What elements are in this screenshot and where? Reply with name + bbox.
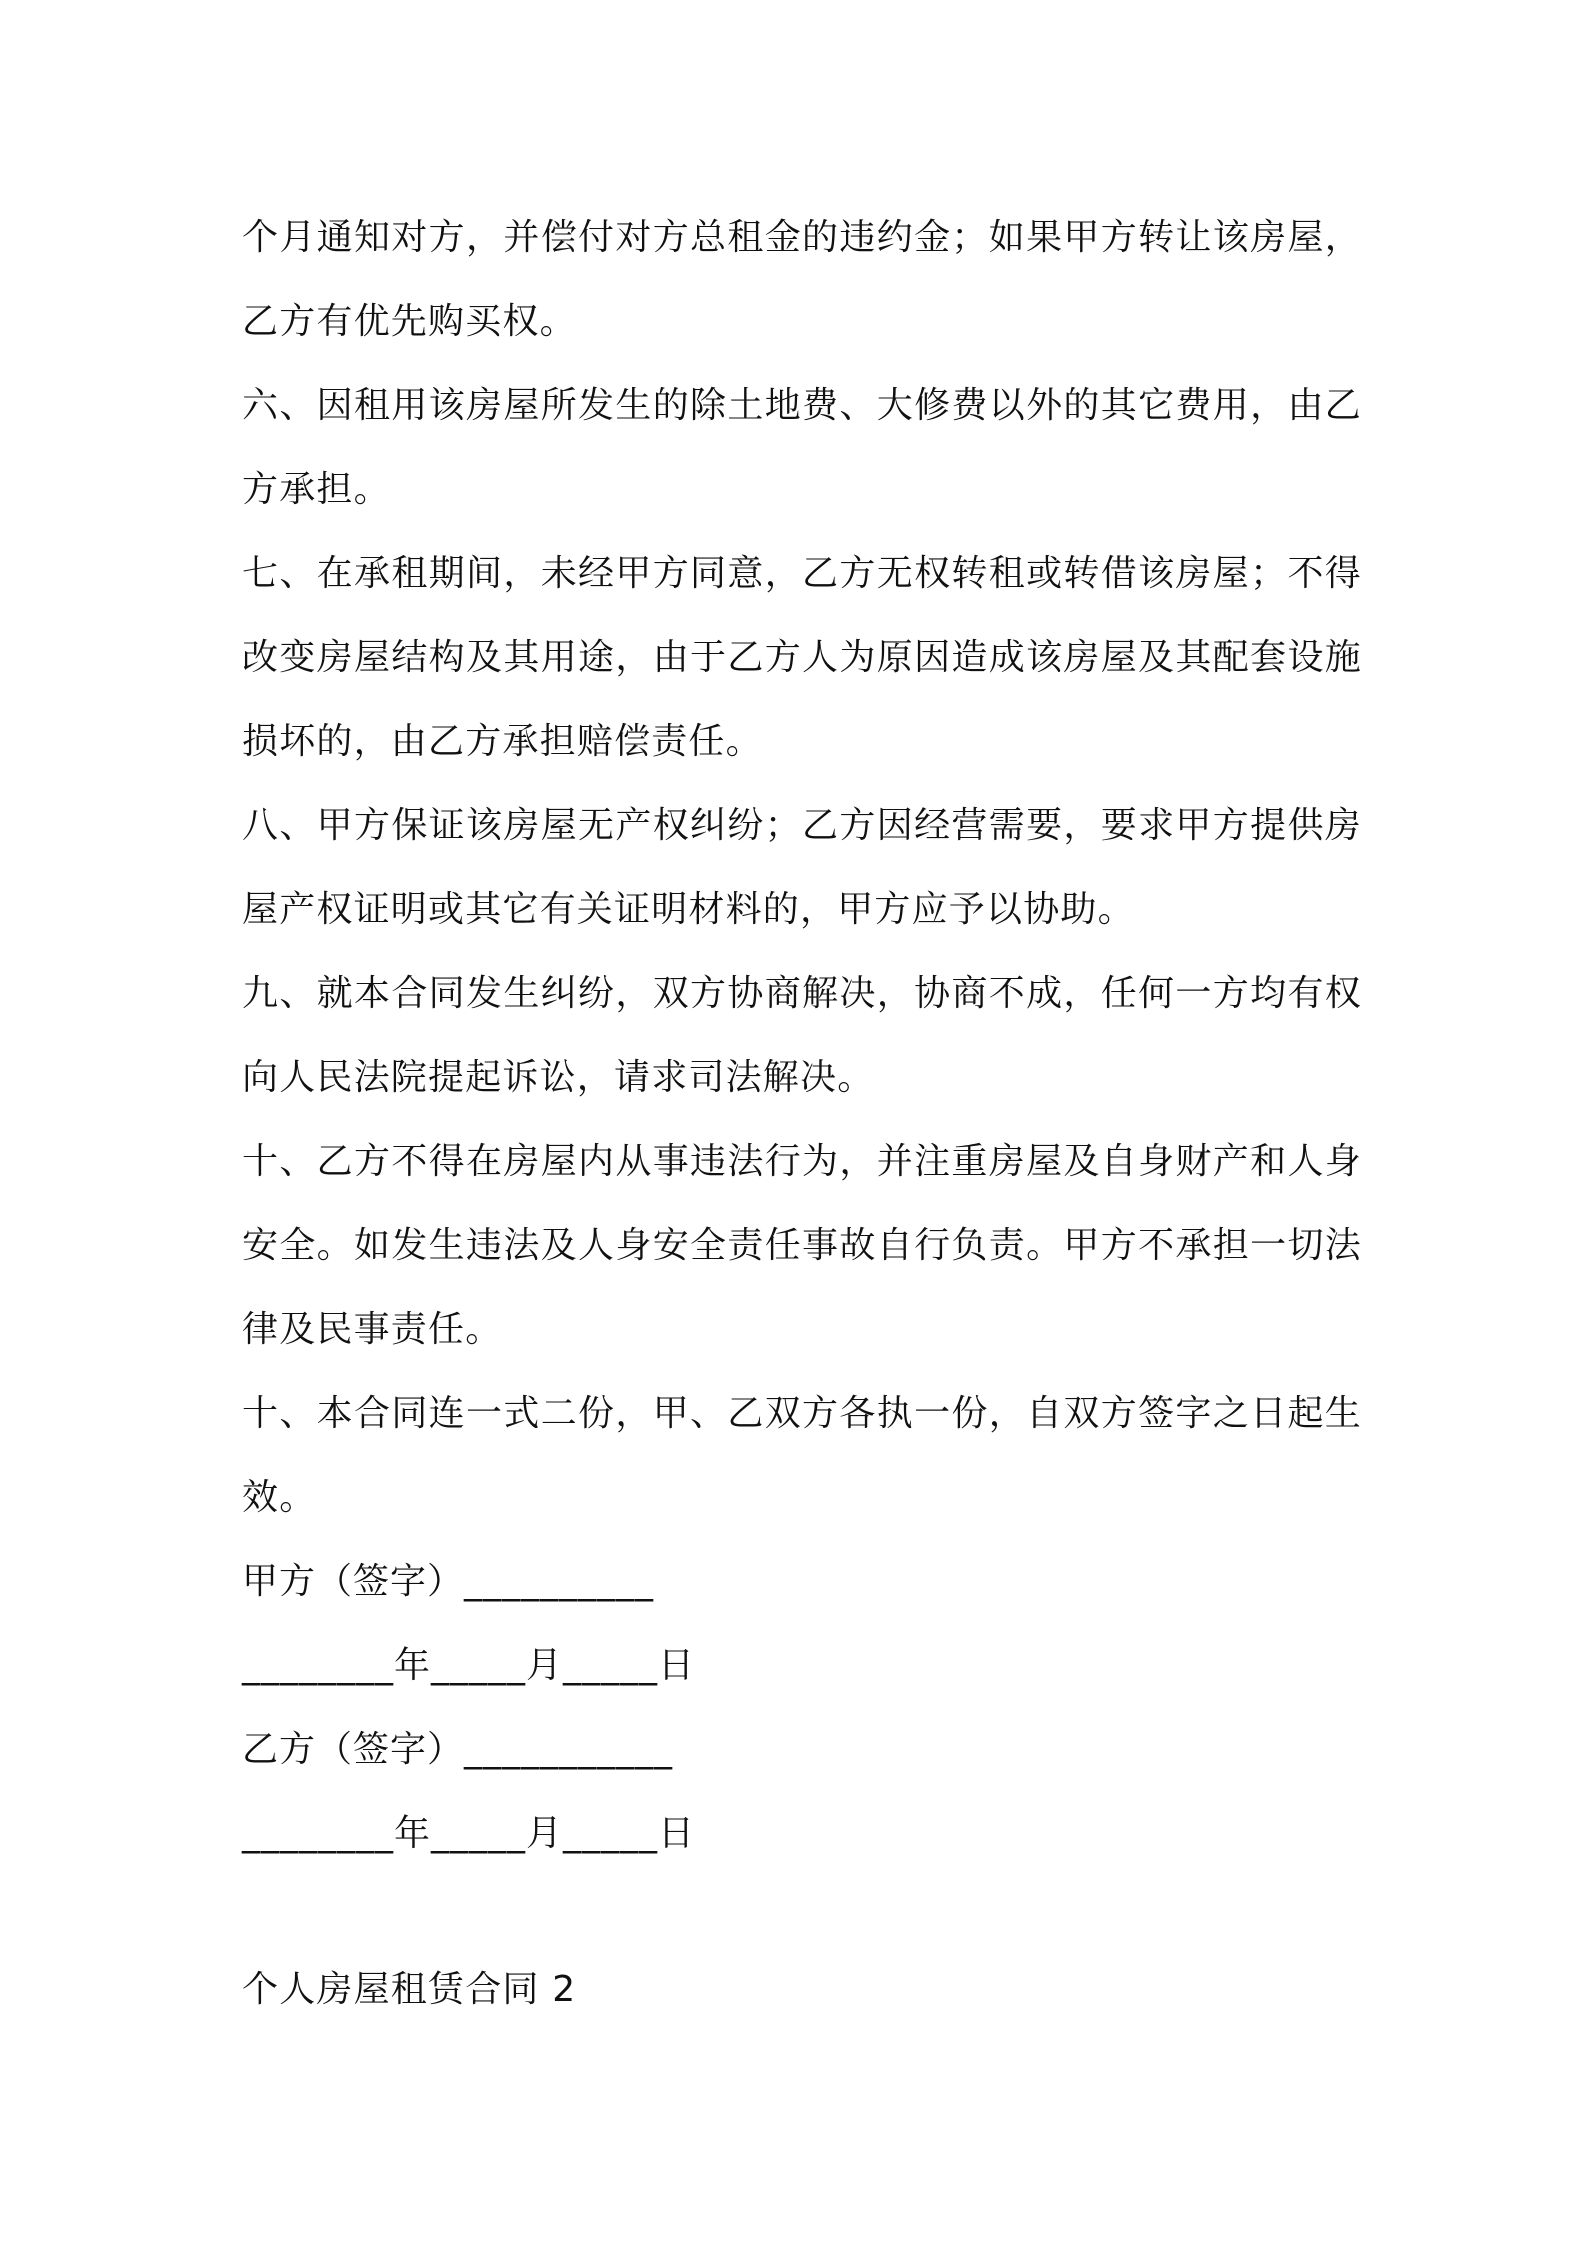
paragraph-clause-8: 八、甲方保证该房屋无产权纠纷；乙方因经营需要，要求甲方提供房屋产权证明或其它有关证明材料的，甲方应予以协助。 bbox=[242, 805, 1362, 930]
paragraph-clause-10: 十、乙方不得在房屋内从事违法行为，并注重房屋及自身财产和人身安全。如发生违法及人身安全责任事故自行负责。甲方不承担一切法律及民事责任。 bbox=[242, 1141, 1362, 1350]
paragraph-clause-11: 十、本合同连一式二份，甲、乙双方各执一份，自双方签字之日起生效。 bbox=[242, 1393, 1362, 1518]
next-contract-title: 个人房屋租赁合同 2 bbox=[242, 1969, 577, 2010]
paragraph-clause-7: 七、在承租期间，未经甲方同意，乙方无权转租或转借该房屋；不得改变房屋结构及其用途，由于乙方人为原因造成该房屋及其配套设施损坏的，由乙方承担赔偿责任。 bbox=[242, 553, 1362, 762]
party-a-signature-line: 甲方（签字）__________ bbox=[242, 1561, 655, 1602]
paragraph-clause-9: 九、就本合同发生纠纷，双方协商解决，协商不成，任何一方均有权向人民法院提起诉讼，请求司法解决。 bbox=[242, 973, 1362, 1098]
paragraph-clause-5-continued: 个月通知对方，并偿付对方总租金的违约金；如果甲方转让该房屋，乙方有优先购买权。 bbox=[242, 217, 1362, 342]
contract-body bbox=[242, 196, 1362, 1876]
party-a-date-line: ________年_____月_____日 bbox=[242, 1645, 695, 1686]
party-b-date-line: ________年_____月_____日 bbox=[242, 1813, 695, 1854]
paragraph-clause-6: 六、因租用该房屋所发生的除土地费、大修费以外的其它费用，由乙方承担。 bbox=[242, 385, 1362, 510]
party-b-signature-line: 乙方（签字）___________ bbox=[242, 1729, 674, 1770]
